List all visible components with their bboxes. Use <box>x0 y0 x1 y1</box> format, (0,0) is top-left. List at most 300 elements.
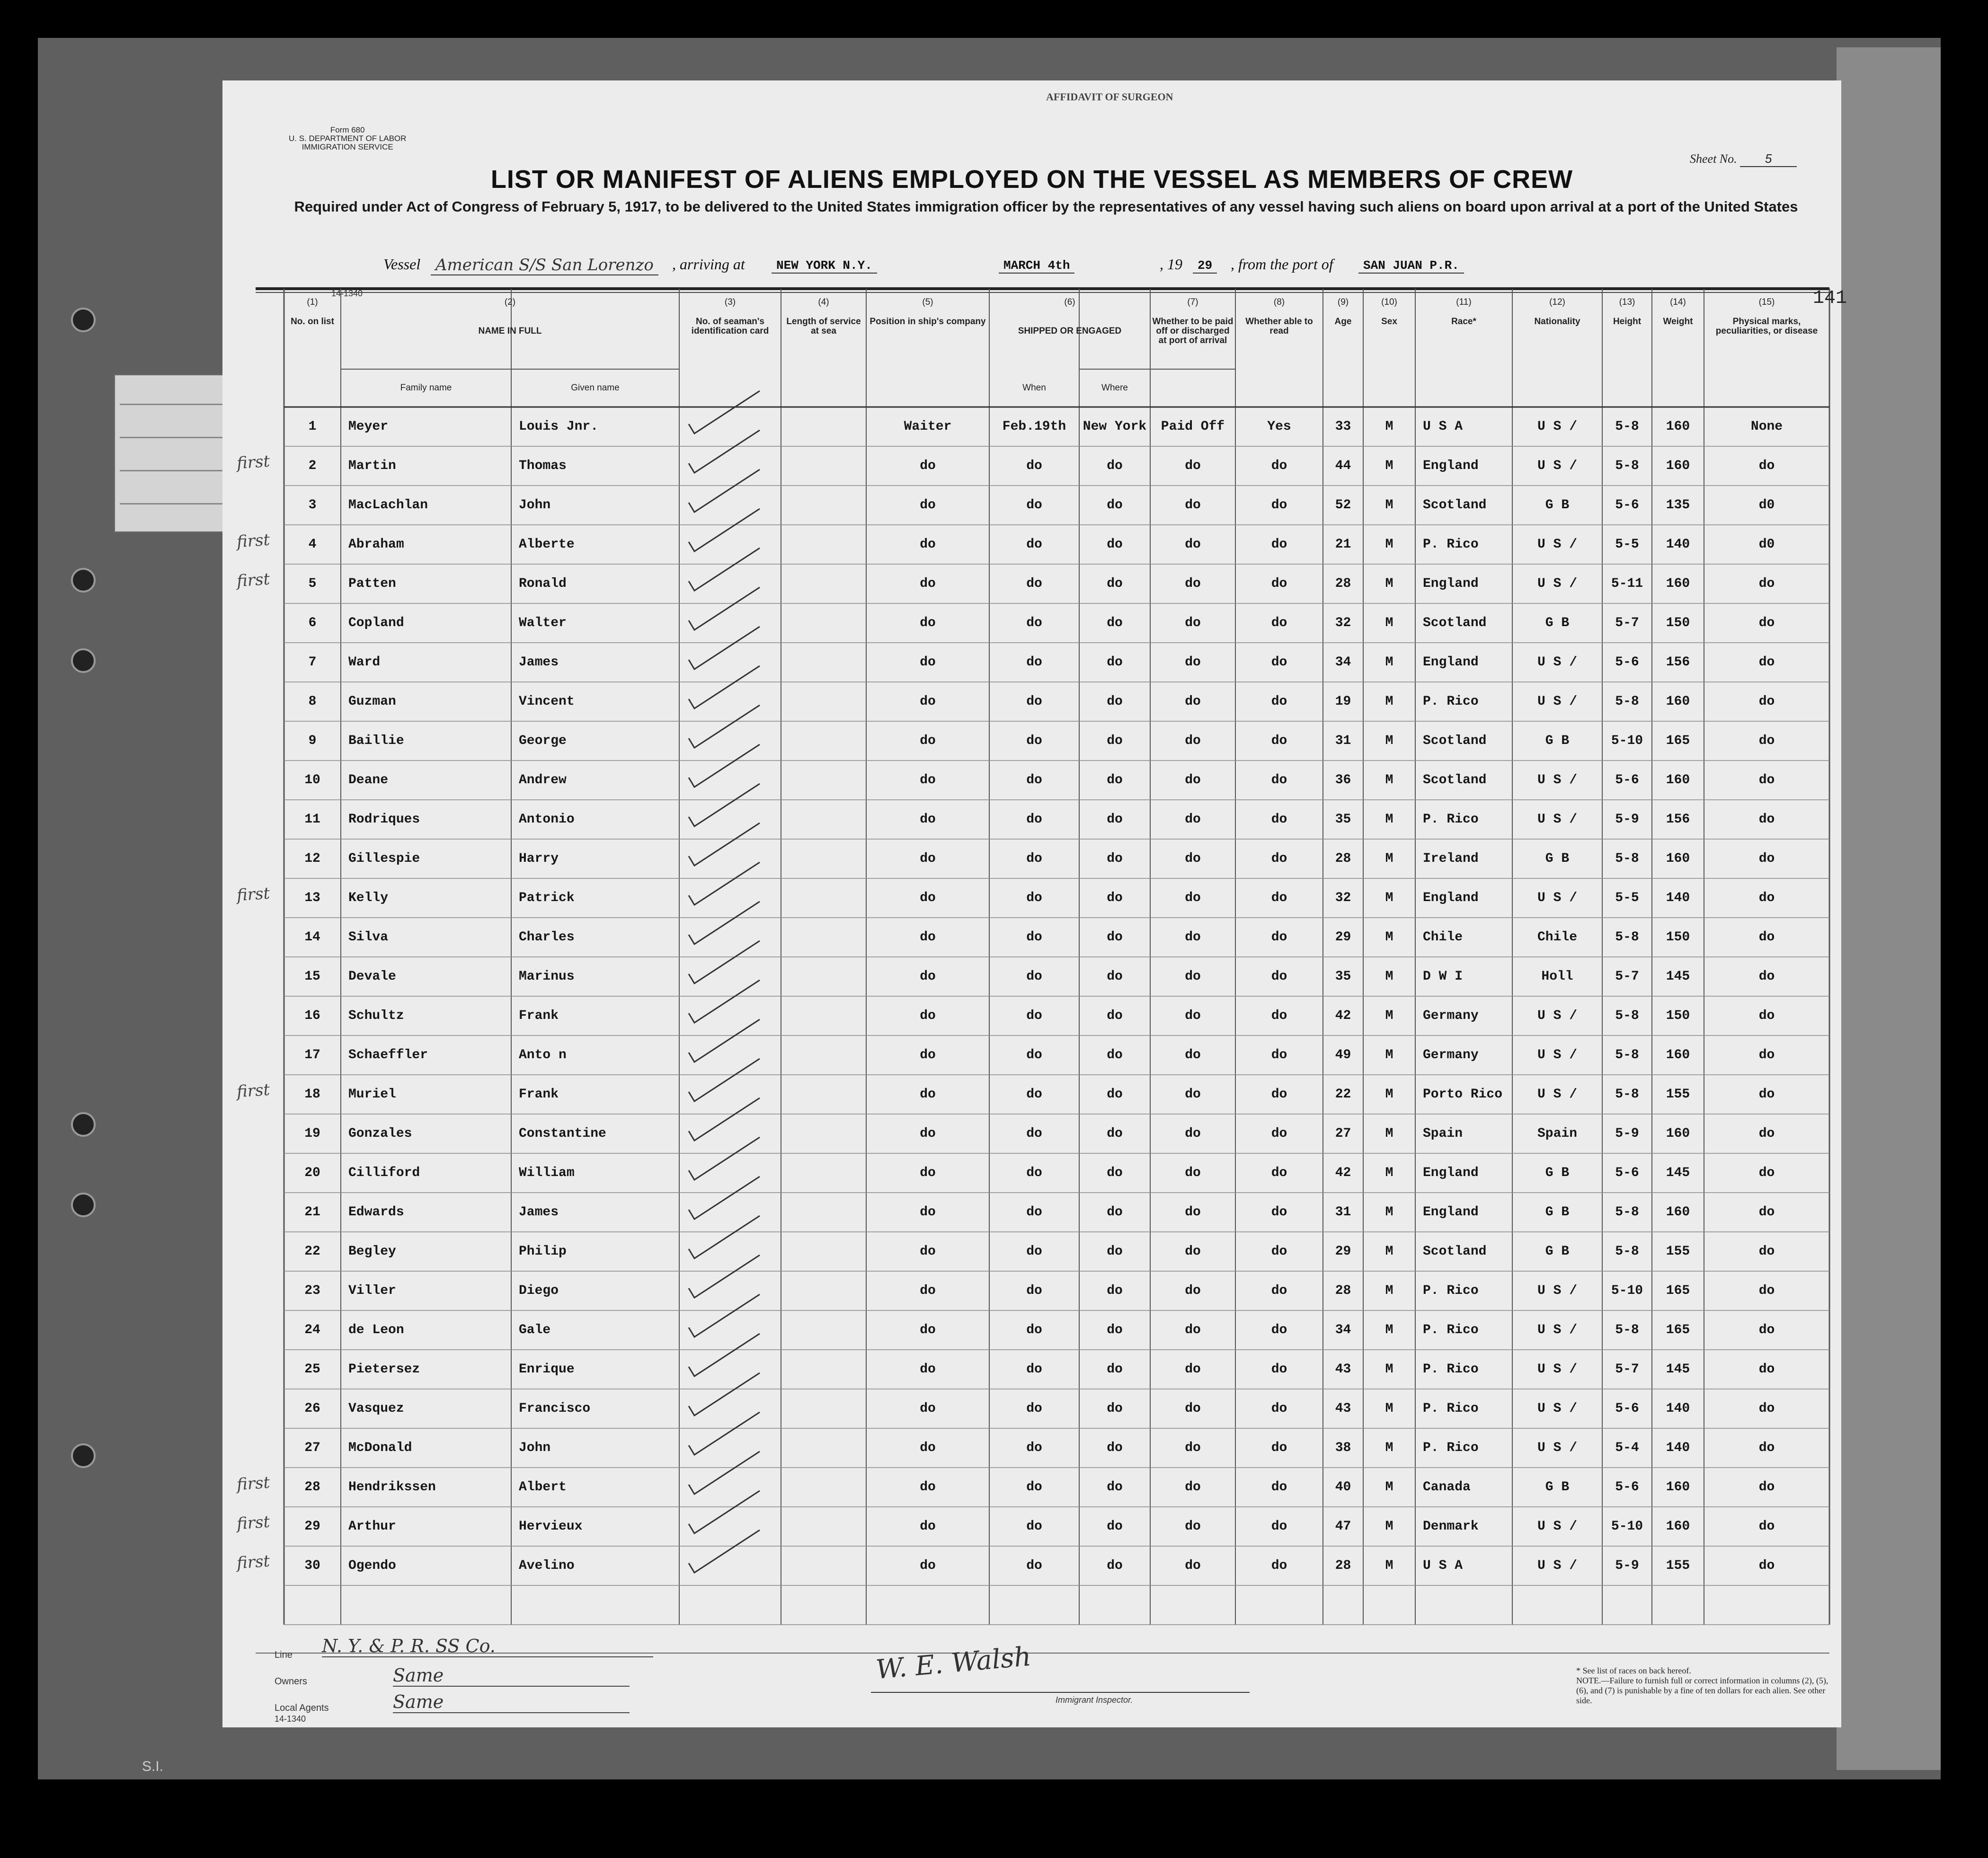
cell-height: 5-10 <box>1611 1283 1643 1298</box>
cell-nationality: U S / <box>1537 812 1578 827</box>
cell-no: 25 <box>304 1362 320 1377</box>
check-mark <box>689 1412 760 1455</box>
cell-weight: 150 <box>1666 616 1690 630</box>
cell-read: do <box>1271 891 1287 905</box>
cell-nationality: U S / <box>1537 891 1578 905</box>
cell-age: 42 <box>1335 1009 1351 1023</box>
cell-when: do <box>1026 812 1042 827</box>
cell-family: Schultz <box>348 1009 404 1023</box>
cell-sex: M <box>1385 419 1393 434</box>
cell-age: 43 <box>1335 1401 1351 1416</box>
cell-where: do <box>1107 498 1123 513</box>
cell-race: P. Rico <box>1423 1401 1479 1416</box>
cell-no: 4 <box>308 537 317 552</box>
cell-height: 5-8 <box>1615 419 1639 434</box>
department-name: U. S. DEPARTMENT OF LABOR <box>289 134 407 143</box>
cell-paid: do <box>1185 537 1201 552</box>
cell-age: 28 <box>1335 1283 1351 1298</box>
cell-given: Francisco <box>519 1401 591 1416</box>
cell-when: do <box>1026 576 1042 591</box>
binder-hole <box>71 568 96 593</box>
cell-position: Waiter <box>904 419 952 434</box>
cell-height: 5-8 <box>1615 459 1639 473</box>
year-suffix: 29 <box>1193 258 1217 274</box>
cell-sex: M <box>1385 537 1393 552</box>
cell-height: 5-8 <box>1615 1323 1639 1337</box>
cell-sex: M <box>1385 1244 1393 1259</box>
cell-paid: do <box>1185 969 1201 984</box>
cell-nationality: U S / <box>1537 1323 1578 1337</box>
cell-nationality: U S / <box>1537 1283 1578 1298</box>
cell-no: 8 <box>308 694 317 709</box>
cell-family: Arthur <box>348 1519 396 1534</box>
cell-when: do <box>1026 1323 1042 1337</box>
cell-nationality: G B <box>1545 1480 1570 1495</box>
cell-marks: do <box>1758 1441 1775 1455</box>
column-header: Physical marks, peculiarities, or disease <box>1715 317 1818 336</box>
cell-weight: 150 <box>1666 930 1690 945</box>
cell-paid: do <box>1185 1009 1201 1023</box>
cell-race: England <box>1423 1205 1479 1220</box>
cell-sex: M <box>1385 1558 1393 1573</box>
cell-read: do <box>1271 616 1287 630</box>
card-line <box>120 503 233 504</box>
cell-when: do <box>1026 1558 1042 1573</box>
cell-weight: 140 <box>1666 1401 1690 1416</box>
cell-given: Patrick <box>519 891 575 905</box>
cell-sex: M <box>1385 1283 1393 1298</box>
cell-age: 42 <box>1335 1166 1351 1180</box>
inspector-label: Immigrant Inspector. <box>1056 1695 1133 1705</box>
cell-height: 5-8 <box>1615 930 1639 945</box>
cell-paid: do <box>1185 1323 1201 1337</box>
cell-weight: 160 <box>1666 459 1690 473</box>
cell-paid: do <box>1185 1558 1201 1573</box>
cell-no: 5 <box>308 576 317 591</box>
cell-where: do <box>1107 930 1123 945</box>
cell-family: Vasquez <box>348 1401 404 1416</box>
cell-paid: do <box>1185 930 1201 945</box>
cell-when: do <box>1026 1205 1042 1220</box>
sheet-label: Sheet No. <box>1690 152 1737 166</box>
cell-race: P. Rico <box>1423 537 1479 552</box>
cell-nationality: G B <box>1545 616 1570 630</box>
cell-position: do <box>920 1323 936 1337</box>
cell-no: 3 <box>308 498 317 513</box>
cell-where: do <box>1107 1323 1123 1337</box>
cell-marks: do <box>1758 1126 1775 1141</box>
check-mark <box>689 1530 760 1573</box>
cell-paid: do <box>1185 1519 1201 1534</box>
cell-read: do <box>1271 812 1287 827</box>
cell-paid: do <box>1185 1362 1201 1377</box>
cell-age: 34 <box>1335 655 1351 670</box>
cell-nationality: U S / <box>1537 773 1578 787</box>
cell-race: Scotland <box>1423 773 1487 787</box>
column-header: No. on list <box>291 317 334 327</box>
cell-sex: M <box>1385 1519 1393 1534</box>
cell-no: 17 <box>304 1048 320 1062</box>
cell-where: do <box>1107 1519 1123 1534</box>
cell-family: McDonald <box>348 1441 412 1455</box>
cell-where: do <box>1107 891 1123 905</box>
cell-where: do <box>1107 694 1123 709</box>
column-number: (12) <box>1549 297 1565 307</box>
cell-where: do <box>1107 1126 1123 1141</box>
cell-sex: M <box>1385 498 1393 513</box>
binder-hole <box>71 1193 96 1217</box>
cell-position: do <box>920 1126 936 1141</box>
cell-marks: d0 <box>1758 537 1775 552</box>
cell-paid: do <box>1185 812 1201 827</box>
cell-age: 28 <box>1335 1558 1351 1573</box>
cell-nationality: U S / <box>1537 1519 1578 1534</box>
cell-nationality: G B <box>1545 851 1570 866</box>
cell-age: 47 <box>1335 1519 1351 1534</box>
column-header: Weight <box>1663 317 1693 327</box>
column-header: Length of service at sea <box>786 317 861 336</box>
cell-sex: M <box>1385 1048 1393 1062</box>
cell-paid: do <box>1185 1048 1201 1062</box>
cell-position: do <box>920 537 936 552</box>
cell-paid: do <box>1185 1166 1201 1180</box>
cell-race: England <box>1423 1166 1479 1180</box>
cell-sex: M <box>1385 969 1393 984</box>
cell-when: do <box>1026 1087 1042 1102</box>
cell-weight: 165 <box>1666 734 1690 748</box>
cell-family: Schaeffler <box>348 1048 428 1062</box>
cell-read: do <box>1271 1519 1287 1534</box>
cell-no: 18 <box>304 1087 320 1102</box>
cell-read: do <box>1271 655 1287 670</box>
cell-family: Patten <box>348 576 396 591</box>
cell-race: P. Rico <box>1423 1323 1479 1337</box>
cell-marks: do <box>1758 1205 1775 1220</box>
cell-nationality: U S / <box>1537 459 1578 473</box>
cell-family: Abraham <box>348 537 404 552</box>
cell-weight: 160 <box>1666 1048 1690 1062</box>
cell-race: Ireland <box>1423 851 1479 866</box>
cell-where: do <box>1107 1480 1123 1495</box>
cell-height: 5-9 <box>1615 812 1639 827</box>
cell-marks: do <box>1758 812 1775 827</box>
page-subtitle: Required under Act of Congress of February 5, 1917, to be delivered to the United States immigration officer by the representatives of any vessel having such aliens on board upon arrival at a port of the United States <box>294 198 1798 215</box>
check-mark <box>689 666 760 708</box>
cell-weight: 160 <box>1666 1480 1690 1495</box>
cell-weight: 145 <box>1666 1166 1690 1180</box>
cell-weight: 160 <box>1666 1126 1690 1141</box>
cell-paid: do <box>1185 694 1201 709</box>
column-number: (1) <box>307 297 318 307</box>
cell-weight: 160 <box>1666 576 1690 591</box>
check-mark <box>689 823 760 866</box>
cell-nationality: Chile <box>1537 930 1578 945</box>
cell-position: do <box>920 694 936 709</box>
cell-position: do <box>920 1441 936 1455</box>
cell-family: Ward <box>348 655 381 670</box>
check-mark <box>689 1451 760 1494</box>
cell-read: do <box>1271 537 1287 552</box>
cell-height: 5-9 <box>1615 1126 1639 1141</box>
cell-given: Enrique <box>519 1362 575 1377</box>
cell-nationality: U S / <box>1537 1009 1578 1023</box>
cell-when: do <box>1026 1244 1042 1259</box>
cell-when: do <box>1026 459 1042 473</box>
cell-paid: do <box>1185 655 1201 670</box>
check-mark <box>689 941 760 983</box>
cell-height: 5-8 <box>1615 1205 1639 1220</box>
check-mark <box>689 862 760 905</box>
cell-height: 5-6 <box>1615 773 1639 787</box>
column-header: Age <box>1334 317 1352 327</box>
cell-family: Pietersez <box>348 1362 420 1377</box>
cell-weight: 156 <box>1666 812 1690 827</box>
cell-given: Charles <box>519 930 575 945</box>
column-number: (7) <box>1187 297 1198 307</box>
cell-height: 5-6 <box>1615 1401 1639 1416</box>
cell-marks: do <box>1758 655 1775 670</box>
column-number: (10) <box>1381 297 1397 307</box>
column-number: (11) <box>1456 297 1472 307</box>
cell-sex: M <box>1385 616 1393 630</box>
cell-race: Scotland <box>1423 616 1487 630</box>
cell-marks: do <box>1758 576 1775 591</box>
cell-no: 23 <box>304 1283 320 1298</box>
check-mark <box>689 705 760 748</box>
cell-no: 10 <box>304 773 320 787</box>
cell-paid: do <box>1185 498 1201 513</box>
cell-nationality: U S / <box>1537 1087 1578 1102</box>
check-mark <box>689 469 760 512</box>
cell-nationality: U S / <box>1537 694 1578 709</box>
cell-family: Begley <box>348 1244 396 1259</box>
cell-read: do <box>1271 1009 1287 1023</box>
cell-height: 5-5 <box>1615 537 1639 552</box>
cell-given: Gale <box>519 1323 551 1337</box>
cell-no: 15 <box>304 969 320 984</box>
column-subheader: When <box>1022 383 1046 393</box>
cell-age: 35 <box>1335 969 1351 984</box>
column-header: Whether able to read <box>1245 317 1313 336</box>
cell-where: do <box>1107 1205 1123 1220</box>
card-line <box>120 437 233 438</box>
cell-race: England <box>1423 891 1479 905</box>
cell-no: 14 <box>304 930 320 945</box>
cell-race: Porto Rico <box>1423 1087 1503 1102</box>
cell-sex: M <box>1385 1009 1393 1023</box>
cell-position: do <box>920 655 936 670</box>
binder-hole <box>71 1443 96 1468</box>
check-mark <box>689 1491 760 1533</box>
check-mark <box>689 430 760 473</box>
page-title: LIST OR MANIFEST OF ALIENS EMPLOYED ON THE VESSEL AS MEMBERS OF CREW <box>490 165 1573 194</box>
cell-age: 31 <box>1335 734 1351 748</box>
cell-position: do <box>920 1362 936 1377</box>
cell-read: do <box>1271 851 1287 866</box>
cell-position: do <box>920 969 936 984</box>
check-mark <box>689 1177 760 1219</box>
cell-position: do <box>920 734 936 748</box>
cell-marks: do <box>1758 773 1775 787</box>
cell-weight: 160 <box>1666 1205 1690 1220</box>
arriving-port: NEW YORK N.Y. <box>772 258 877 274</box>
cell-where: do <box>1107 616 1123 630</box>
cell-given: John <box>519 1441 551 1455</box>
cell-when: do <box>1026 930 1042 945</box>
cell-height: 5-7 <box>1615 616 1639 630</box>
binder-hole <box>71 648 96 673</box>
cell-height: 5-8 <box>1615 851 1639 866</box>
cell-given: Frank <box>519 1009 559 1023</box>
check-mark <box>689 1019 760 1062</box>
cell-position: do <box>920 1480 936 1495</box>
cell-paid: do <box>1185 851 1201 866</box>
cell-when: do <box>1026 1283 1042 1298</box>
cell-race: Germany <box>1423 1009 1479 1023</box>
cell-given: Vincent <box>519 694 575 709</box>
cell-read: do <box>1271 1401 1287 1416</box>
check-mark <box>689 1255 760 1298</box>
underlying-card <box>114 374 240 533</box>
check-mark <box>689 1373 760 1416</box>
cell-read: do <box>1271 1205 1287 1220</box>
column-header: No. of seaman's identification card <box>691 317 769 336</box>
si-mark: S.I. <box>142 1759 164 1774</box>
check-mark <box>689 1216 760 1258</box>
cell-when: do <box>1026 1126 1042 1141</box>
cell-weight: 165 <box>1666 1323 1690 1337</box>
cell-no: 29 <box>304 1519 320 1534</box>
cell-sex: M <box>1385 1205 1393 1220</box>
column-header: Height <box>1613 317 1642 327</box>
cell-height: 5-6 <box>1615 1166 1639 1180</box>
cell-nationality: U S / <box>1537 1048 1578 1062</box>
margin-annotation: first <box>236 1551 271 1573</box>
cell-nationality: U S / <box>1537 537 1578 552</box>
cell-when: do <box>1026 1480 1042 1495</box>
cell-weight: 160 <box>1666 1519 1690 1534</box>
cell-where: do <box>1107 1166 1123 1180</box>
cell-family: Rodriques <box>348 812 420 827</box>
cell-no: 13 <box>304 891 320 905</box>
cell-marks: do <box>1758 1323 1775 1337</box>
cell-race: P. Rico <box>1423 694 1479 709</box>
races-note: * See list of races on back hereof. <box>1576 1666 1691 1675</box>
cell-marks: do <box>1758 1166 1775 1180</box>
cell-no: 12 <box>304 851 320 866</box>
margin-annotation: first <box>236 1080 271 1102</box>
top-label: AFFIDAVIT OF SURGEON <box>1046 91 1173 103</box>
cell-position: do <box>920 812 936 827</box>
cell-height: 5-6 <box>1615 1480 1639 1495</box>
cell-age: 35 <box>1335 812 1351 827</box>
margin-annotation: first <box>236 1473 271 1495</box>
cell-given: James <box>519 1205 559 1220</box>
cell-given: Harry <box>519 851 559 866</box>
cell-height: 5-10 <box>1611 734 1643 748</box>
cell-marks: do <box>1758 930 1775 945</box>
cell-when: do <box>1026 773 1042 787</box>
cell-race: P. Rico <box>1423 812 1479 827</box>
check-mark <box>689 391 760 434</box>
footer-notes <box>1576 1666 1832 1706</box>
cell-given: Avelino <box>519 1558 575 1573</box>
cell-nationality: G B <box>1545 1166 1570 1180</box>
cell-sex: M <box>1385 1166 1393 1180</box>
card-line <box>120 470 233 471</box>
cell-paid: do <box>1185 1283 1201 1298</box>
column-number: (8) <box>1273 297 1285 307</box>
cell-family: Ogendo <box>348 1558 396 1573</box>
vessel-label: Vessel <box>383 256 421 273</box>
cell-age: 36 <box>1335 773 1351 787</box>
column-number: (14) <box>1670 297 1686 307</box>
cell-read: Yes <box>1267 419 1291 434</box>
cell-family: Edwards <box>348 1205 404 1220</box>
cell-age: 40 <box>1335 1480 1351 1495</box>
column-header: Sex <box>1381 317 1397 327</box>
cell-read: do <box>1271 498 1287 513</box>
cell-marks: do <box>1758 1009 1775 1023</box>
cell-where: do <box>1107 734 1123 748</box>
cell-no: 24 <box>304 1323 320 1337</box>
check-mark <box>689 548 760 591</box>
cell-height: 5-6 <box>1615 498 1639 513</box>
cell-when: do <box>1026 969 1042 984</box>
cell-position: do <box>920 1519 936 1534</box>
cell-weight: 155 <box>1666 1558 1690 1573</box>
card-line <box>120 404 233 405</box>
cell-when: do <box>1026 537 1042 552</box>
cell-paid: do <box>1185 1205 1201 1220</box>
cell-race: England <box>1423 459 1479 473</box>
cell-weight: 140 <box>1666 891 1690 905</box>
cell-race: England <box>1423 576 1479 591</box>
cell-family: Viller <box>348 1283 396 1298</box>
cell-given: John <box>519 498 551 513</box>
cell-when: do <box>1026 851 1042 866</box>
cell-weight: 140 <box>1666 537 1690 552</box>
cell-where: do <box>1107 1283 1123 1298</box>
cell-height: 5-8 <box>1615 1048 1639 1062</box>
cell-read: do <box>1271 1087 1287 1102</box>
column-header: Position in ship's company <box>870 317 986 327</box>
owners-label: Owners <box>275 1676 307 1687</box>
cell-family: Deane <box>348 773 389 787</box>
cell-position: do <box>920 930 936 945</box>
cell-family: de Leon <box>348 1323 404 1337</box>
cell-marks: do <box>1758 1362 1775 1377</box>
cell-when: do <box>1026 498 1042 513</box>
cell-sex: M <box>1385 1480 1393 1495</box>
column-number: (9) <box>1337 297 1349 307</box>
cell-height: 5-9 <box>1615 1558 1639 1573</box>
cell-sex: M <box>1385 1323 1393 1337</box>
column-subheader: Where <box>1101 383 1128 393</box>
cell-age: 32 <box>1335 616 1351 630</box>
cell-marks: d0 <box>1758 498 1775 513</box>
check-mark <box>689 744 760 787</box>
cell-race: P. Rico <box>1423 1362 1479 1377</box>
cell-read: do <box>1271 1166 1287 1180</box>
cell-family: Hendrikssen <box>348 1480 436 1495</box>
cell-height: 5-8 <box>1615 1244 1639 1259</box>
cell-nationality: G B <box>1545 498 1570 513</box>
column-header: Whether to be paid off or discharged at port of arrival <box>1152 317 1234 345</box>
margin-annotation: first <box>236 884 271 905</box>
margin-annotation: first <box>236 1512 271 1534</box>
cell-where: do <box>1107 969 1123 984</box>
